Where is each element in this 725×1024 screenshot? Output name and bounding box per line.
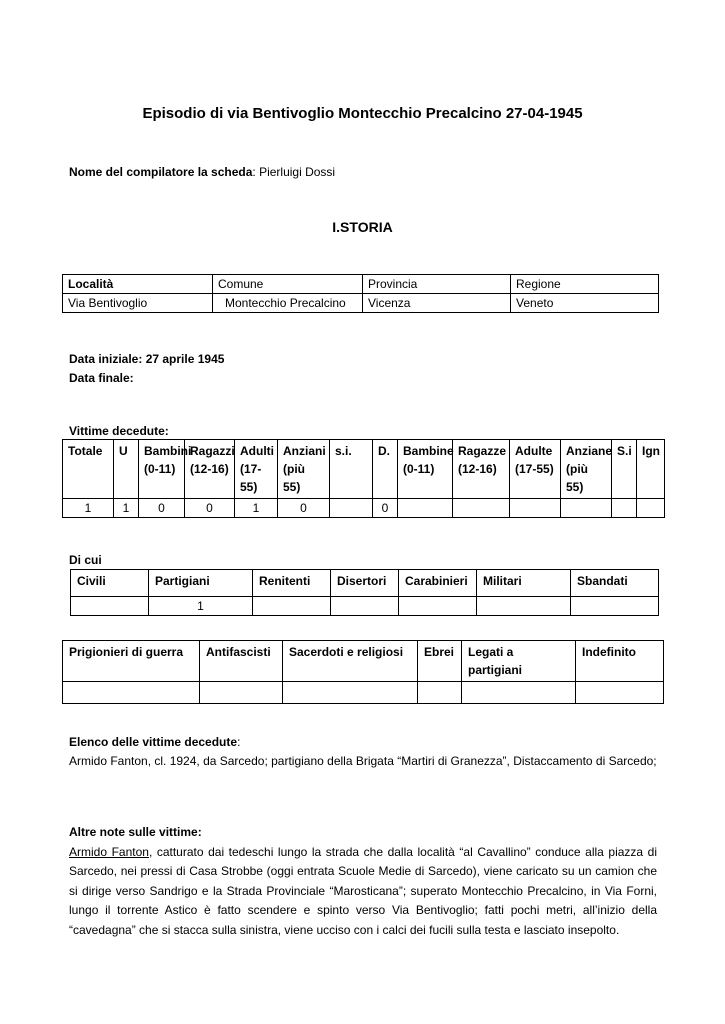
di-cui-value-partigiani: 1 bbox=[149, 597, 253, 616]
page-title: Episodio di via Bentivoglio Montecchio Precalcino 27-04-1945 bbox=[142, 105, 583, 122]
victims-value-u: 1 bbox=[114, 499, 139, 518]
compiler-label: Nome del compilatore la scheda bbox=[69, 165, 253, 179]
end-date: Data finale: bbox=[69, 371, 134, 385]
victims-value-anziane bbox=[561, 499, 612, 518]
prisoners-value-antifascisti bbox=[200, 682, 283, 704]
di-cui-values-row bbox=[71, 597, 659, 616]
location-header-regione: Regione bbox=[511, 275, 659, 294]
victims-header-adulte: Adulte (17-55) bbox=[510, 440, 561, 499]
victims-values-row bbox=[63, 499, 665, 518]
notes-text: , catturato dai tedeschi lungo la strada che dalla località “al Cavallino” conduce alla piazza di Sarcedo, nei pressi di Casa Strobbe (oggi entrata Scuole Medie di Sarcedo), viene caricato su un camion che si dirige verso Sandrigo e la Strada Provinciale “Marosticana”; superato Montecchio Precalcino, in Via Forni, lungo il torrente Astico è fatto scendere e spinto verso Via Bentivoglio; fatti pochi metri, all’inizio della “cavedagna” che si stacca sulla sinistra, viene ucciso con i calci dei fucili sulla testa e lasciato insepolto. bbox=[69, 844, 658, 937]
table-row bbox=[63, 294, 659, 313]
prisoners-header-indefinito: Indefinito bbox=[576, 641, 664, 682]
di-cui-header-militari: Militari bbox=[477, 570, 571, 597]
location-header-provincia: Provincia bbox=[363, 275, 511, 294]
prisoners-header-sacerdoti: Sacerdoti e religiosi bbox=[283, 641, 418, 682]
di-cui-header-civili: Civili bbox=[71, 570, 149, 597]
di-cui-header-row bbox=[71, 570, 659, 597]
di-cui-table bbox=[70, 569, 659, 616]
victims-table bbox=[62, 439, 665, 518]
victims-header-ragazzi: Ragazzi (12-16) bbox=[185, 440, 235, 499]
compiler-line bbox=[69, 165, 335, 179]
prisoners-header-row bbox=[63, 641, 664, 682]
victims-value-anziani: 0 bbox=[278, 499, 330, 518]
di-cui-header-disertori: Disertori bbox=[331, 570, 399, 597]
location-table bbox=[62, 274, 659, 313]
prisoners-values-row bbox=[63, 682, 664, 704]
prisoners-value-ebrei bbox=[418, 682, 462, 704]
prisoners-header-ebrei: Ebrei bbox=[418, 641, 462, 682]
location-value-comune: Montecchio Precalcino bbox=[213, 294, 363, 313]
dates-block bbox=[69, 350, 224, 388]
victims-header-u: U bbox=[114, 440, 139, 499]
prisoners-value-indefinito bbox=[576, 682, 664, 704]
victims-value-adulte bbox=[510, 499, 561, 518]
victims-header-totale: Totale bbox=[63, 440, 114, 499]
location-header-localita: Località bbox=[63, 275, 213, 294]
prisoners-value-sacerdoti bbox=[283, 682, 418, 704]
victims-header-si: s.i. bbox=[330, 440, 373, 499]
victims-value-adulti: 1 bbox=[235, 499, 278, 518]
prisoners-value-prigionieri bbox=[63, 682, 200, 704]
victims-value-si bbox=[330, 499, 373, 518]
victims-value-ign bbox=[637, 499, 665, 518]
victims-value-totale: 1 bbox=[63, 499, 114, 518]
victims-header-anziani: Anziani (più 55) bbox=[278, 440, 330, 499]
victims-header-d: D. bbox=[373, 440, 398, 499]
table-row bbox=[63, 275, 659, 294]
di-cui-label: Di cui bbox=[69, 553, 102, 567]
victims-value-bambini: 0 bbox=[139, 499, 185, 518]
prisoners-header-prigionieri: Prigionieri di guerra bbox=[63, 641, 200, 682]
di-cui-value-disertori bbox=[331, 597, 399, 616]
location-header-comune: Comune bbox=[213, 275, 363, 294]
victims-header-adulti: Adulti (17-55) bbox=[235, 440, 278, 499]
victims-value-ragazze bbox=[453, 499, 510, 518]
notes-label: Altre note sulle vittime: bbox=[69, 825, 202, 839]
victims-header-si-f: S.i bbox=[612, 440, 637, 499]
di-cui-header-carabinieri: Carabinieri bbox=[399, 570, 477, 597]
victim-list-colon: : bbox=[237, 735, 241, 749]
victims-value-d: 0 bbox=[373, 499, 398, 518]
notes-section bbox=[69, 823, 657, 940]
di-cui-header-sbandati: Sbandati bbox=[571, 570, 659, 597]
notes-body bbox=[69, 843, 657, 941]
location-value-localita: Via Bentivoglio bbox=[63, 294, 213, 313]
prisoners-header-legati: Legati a partigiani bbox=[462, 641, 576, 682]
victims-header-ign: Ign bbox=[637, 440, 665, 499]
victim-list-label: Elenco delle vittime decedute bbox=[69, 735, 238, 749]
di-cui-value-renitenti bbox=[253, 597, 331, 616]
prisoners-header-antifascisti: Antifascisti bbox=[200, 641, 283, 682]
section-title: I.STORIA bbox=[332, 219, 393, 235]
victims-label: Vittime decedute: bbox=[69, 424, 169, 438]
prisoners-table bbox=[62, 640, 664, 704]
notes-victim-name: Armido Fanton bbox=[69, 844, 149, 859]
di-cui-header-partigiani: Partigiani bbox=[149, 570, 253, 597]
victims-header-anziane: Anziane (più 55) bbox=[561, 440, 612, 499]
location-value-regione: Veneto bbox=[511, 294, 659, 313]
di-cui-value-sbandati bbox=[571, 597, 659, 616]
di-cui-value-carabinieri bbox=[399, 597, 477, 616]
di-cui-value-militari bbox=[477, 597, 571, 616]
victim-list-text: Armido Fanton, cl. 1924, da Sarcedo; partigiano della Brigata “Martiri di Granezza”, Distaccamento di Sarcedo; bbox=[69, 754, 657, 768]
victims-header-row bbox=[63, 440, 665, 499]
victims-header-bambini: Bambini (0-11) bbox=[139, 440, 185, 499]
start-date: Data iniziale: 27 aprile 1945 bbox=[69, 352, 225, 366]
victims-value-bambine bbox=[398, 499, 453, 518]
victims-header-ragazze: Ragazze (12-16) bbox=[453, 440, 510, 499]
victims-header-bambine: Bambine (0-11) bbox=[398, 440, 453, 499]
di-cui-header-renitenti: Renitenti bbox=[253, 570, 331, 597]
victim-list-section bbox=[69, 733, 657, 771]
victim-list-heading bbox=[69, 733, 657, 752]
di-cui-value-civili bbox=[71, 597, 149, 616]
compiler-value: : Pierluigi Dossi bbox=[252, 165, 336, 179]
victims-value-si-f bbox=[612, 499, 637, 518]
victims-value-ragazzi: 0 bbox=[185, 499, 235, 518]
prisoners-value-legati bbox=[462, 682, 576, 704]
location-value-provincia: Vicenza bbox=[363, 294, 511, 313]
